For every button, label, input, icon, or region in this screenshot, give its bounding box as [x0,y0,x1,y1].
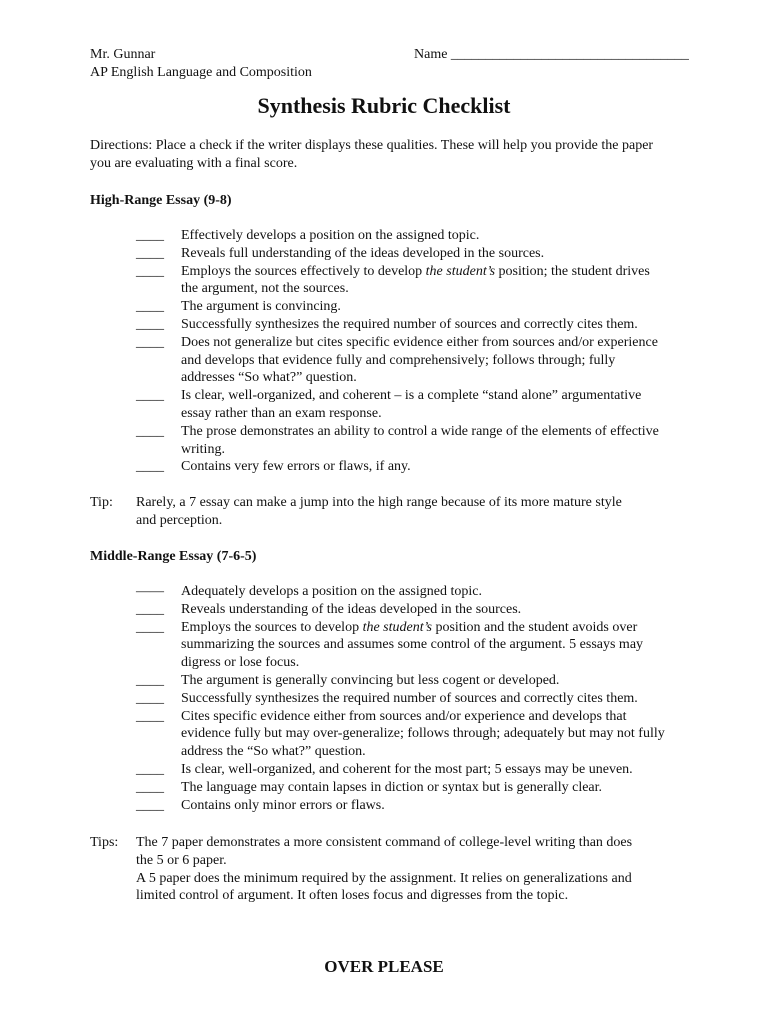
checklist-item [136,708,736,761]
checklist-item-text: The argument is generally convincing but less cogent or developed. [181,672,560,688]
checklist-item [136,690,736,708]
check-blank: ____ [136,459,164,475]
check-blank: ____ [136,779,164,795]
middle-range-heading: Middle-Range Essay (7-6-5) [90,549,257,564]
checklist-item-text: Is clear, well-organized, and coherent for the most part; 5 essays may be uneven. [181,761,633,777]
checklist-item [136,245,736,263]
checklist-item [136,387,736,423]
checklist-item-text: Contains only minor errors or flaws. [181,797,385,813]
check-blank: ____ [136,228,164,243]
checklist-item [136,619,736,672]
middle-range-tips [90,834,730,905]
tips-text: The 7 paper demonstrates a more consistent command of college-level writing than does the 5 or 6 paper. A 5 paper does the minimum required by the assignment. It relies on generalizations and limited control of argument. It often loses focus and digresses from the topic. [136,835,633,904]
directions [90,137,730,173]
checklist-item-text: Employs the sources to develop the student’s position and the student avoids over summarizing the sources and assumes some control of the argument. 5 essays may digress or lose focus. [181,619,644,671]
checklist-item [136,298,736,316]
student-name-field: Name __________________________________ [414,47,689,62]
checklist-item-text: The language may contain lapses in diction or syntax but is generally clear. [181,779,603,795]
checklist-item-text: Adequately develops a position on the assigned topic. [181,584,482,599]
checklist-item [136,263,736,299]
checklist-item-text: Successfully synthesizes the required number of sources and correctly cites them. [181,316,638,332]
check-blank: ____ [136,761,164,777]
high-range-checklist [136,227,736,476]
check-blank: ____ [136,672,164,688]
checklist-item [136,672,736,690]
directions-line: you are evaluating with a final score. [90,155,298,171]
course-name: AP English Language and Composition [90,65,312,80]
checklist-item [136,334,736,387]
checklist-item-text: The prose demonstrates an ability to control a wide range of the elements of effective writing. [181,423,659,457]
high-range-heading: High-Range Essay (9-8) [90,193,232,208]
check-blank: ____ [136,334,164,350]
checklist-item [136,601,736,619]
teacher-name: Mr. Gunnar [90,47,156,62]
checklist-item-text: Cites specific evidence either from sources and/or experience and develops that evidence fully but may over-generalize; follows through; adequately but may not fully address the “So what?” question. [181,708,665,760]
check-blank: ____ [136,423,164,439]
over-please-footer: OVER PLEASE [324,957,444,976]
check-blank: ____ [136,601,164,617]
page-title: Synthesis Rubric Checklist [257,93,511,118]
high-range-tip [90,494,730,530]
check-blank: —— [136,584,164,599]
checklist-item-text: Contains very few errors or flaws, if any. [181,459,411,475]
check-blank: ____ [136,797,164,813]
checklist-item [136,583,736,601]
checklist-item-text: Does not generalize but cites specific evidence either from sources and/or experience and develops that evidence fully and comprehensively; follows through; fully addresses “So what?” question. [181,334,658,386]
tip-text: Rarely, a 7 essay can make a jump into the high range because of its more mature style and perception. [136,495,622,528]
checklist-item-text: Is clear, well-organized, and coherent – is a complete “stand alone” argumentative essay rather than an exam response. [181,388,642,421]
directions-line: Directions: Place a check if the writer displays these qualities. These will help you provide the paper [90,138,654,153]
checklist-item [136,423,736,459]
middle-range-checklist [136,583,736,814]
check-blank: ____ [136,690,164,706]
checklist-item [136,316,736,334]
checklist-item-text: Effectively develops a position on the assigned topic. [181,228,480,243]
check-blank: ____ [136,388,164,404]
checklist-item-text: Reveals understanding of the ideas developed in the sources. [181,601,522,617]
checklist-item-text: Reveals full understanding of the ideas developed in the sources. [181,245,545,261]
checklist-item-text: Successfully synthesizes the required number of sources and correctly cites them. [181,690,638,706]
checklist-item-text: Employs the sources effectively to develop the student’s position; the student drives the argument, not the sources. [181,263,650,297]
check-blank: ____ [136,619,164,635]
checklist-item [136,797,736,815]
checklist-item [136,779,736,797]
checklist-item [136,227,736,245]
tip-label: Tip: [90,495,113,510]
checklist-item [136,761,736,779]
check-blank: ____ [136,299,164,315]
check-blank: ____ [136,263,164,279]
check-blank: ____ [136,316,164,332]
checklist-item-text: The argument is convincing. [181,299,341,315]
tips-label: Tips: [90,835,119,850]
check-blank: ____ [136,245,164,261]
check-blank: ____ [136,708,164,724]
checklist-item [136,458,736,476]
